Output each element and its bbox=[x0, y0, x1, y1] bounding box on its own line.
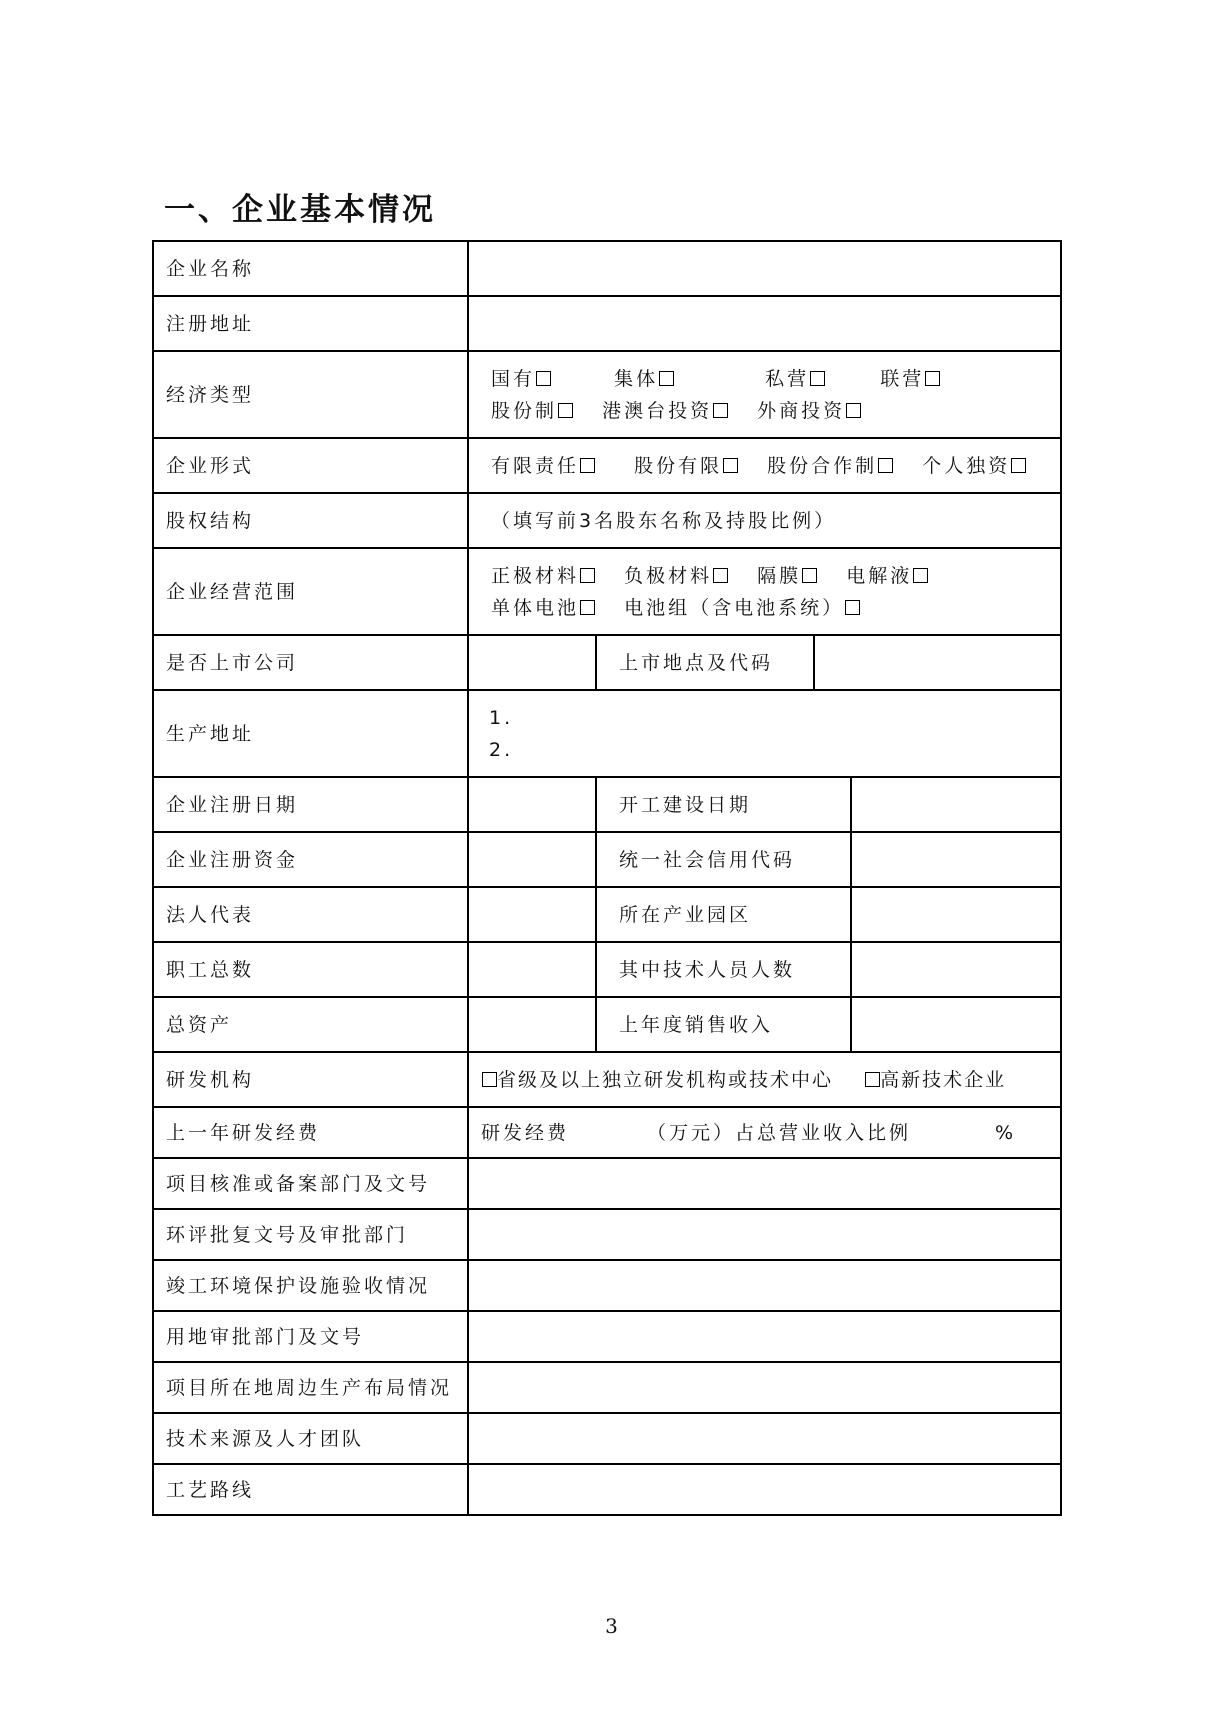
option-cell[interactable]: 单体电池 bbox=[491, 597, 595, 619]
env-acceptance-label: 竣工环境保护设施验收情况 bbox=[153, 1260, 468, 1311]
option-joint[interactable]: 联营 bbox=[880, 368, 940, 390]
project-approval-field[interactable] bbox=[468, 1158, 1061, 1209]
legal-rep-field[interactable] bbox=[468, 887, 596, 942]
option-provincial-rd-center[interactable]: 省级及以上独立研发机构或技术中心 bbox=[481, 1069, 833, 1091]
row-economic-type bbox=[153, 351, 1061, 438]
checkbox-icon[interactable] bbox=[802, 568, 817, 583]
rd-expense-label: 上一年研发经费 bbox=[153, 1107, 468, 1158]
construction-date-field[interactable] bbox=[851, 777, 1061, 832]
last-year-sales-label: 上年度销售收入 bbox=[596, 997, 851, 1052]
row-enterprise-form bbox=[153, 438, 1061, 493]
row-employees bbox=[153, 942, 1061, 997]
enterprise-info-table bbox=[152, 240, 1062, 1516]
option-anode[interactable]: 负极材料 bbox=[624, 565, 728, 587]
row-rd-expense bbox=[153, 1107, 1061, 1158]
row-reg-capital bbox=[153, 832, 1061, 887]
row-process-route bbox=[153, 1464, 1061, 1515]
row-total-assets bbox=[153, 997, 1061, 1052]
option-high-tech-enterprise[interactable]: 高新技术企业 bbox=[864, 1069, 1006, 1091]
checkbox-icon[interactable] bbox=[846, 403, 861, 418]
surrounding-layout-field[interactable] bbox=[468, 1362, 1061, 1413]
reg-capital-field[interactable] bbox=[468, 832, 596, 887]
economic-type-options bbox=[468, 351, 1061, 438]
registered-address-label: 注册地址 bbox=[153, 296, 468, 351]
credit-code-field[interactable] bbox=[851, 832, 1061, 887]
checkbox-icon[interactable] bbox=[659, 371, 674, 386]
business-scope-label: 企业经营范围 bbox=[153, 548, 468, 635]
checkbox-icon[interactable] bbox=[580, 568, 595, 583]
rd-expense-ratio-text: （万元）占总营业收入比例 bbox=[647, 1121, 912, 1144]
checkbox-icon[interactable] bbox=[482, 1072, 497, 1087]
equity-structure-field[interactable]: （填写前3名股东名称及持股比例） bbox=[468, 493, 1061, 548]
process-route-field[interactable] bbox=[468, 1464, 1061, 1515]
row-land-approval bbox=[153, 1311, 1061, 1362]
percent-sign: % bbox=[995, 1121, 1017, 1144]
tech-staff-label: 其中技术人员人数 bbox=[596, 942, 851, 997]
tech-source-field[interactable] bbox=[468, 1413, 1061, 1464]
production-address-field[interactable] bbox=[468, 690, 1061, 777]
enterprise-form-label: 企业形式 bbox=[153, 438, 468, 493]
option-state-owned[interactable]: 国有 bbox=[491, 368, 551, 390]
production-address-line-1: 1. bbox=[489, 706, 514, 729]
checkbox-icon[interactable] bbox=[713, 568, 728, 583]
row-company-name bbox=[153, 241, 1061, 296]
legal-rep-label: 法人代表 bbox=[153, 887, 468, 942]
enterprise-form-options bbox=[468, 438, 1061, 493]
row-reg-date bbox=[153, 777, 1061, 832]
checkbox-icon[interactable] bbox=[723, 458, 738, 473]
reg-date-field[interactable] bbox=[468, 777, 596, 832]
checkbox-icon[interactable] bbox=[536, 371, 551, 386]
checkbox-icon[interactable] bbox=[878, 458, 893, 473]
option-collective[interactable]: 集体 bbox=[614, 368, 674, 390]
listing-location-field[interactable] bbox=[814, 635, 1061, 690]
project-approval-label: 项目核准或备案部门及文号 bbox=[153, 1158, 468, 1209]
section-title: 一、企业基本情况 bbox=[164, 192, 436, 228]
row-listed bbox=[153, 635, 1061, 690]
company-name-field[interactable] bbox=[468, 241, 1061, 296]
row-rd-institution bbox=[153, 1052, 1061, 1107]
reg-capital-label: 企业注册资金 bbox=[153, 832, 468, 887]
option-sole-proprietorship[interactable]: 个人独资 bbox=[922, 455, 1026, 477]
rd-expense-field[interactable] bbox=[468, 1107, 1061, 1158]
row-registered-address bbox=[153, 296, 1061, 351]
row-project-approval bbox=[153, 1158, 1061, 1209]
checkbox-icon[interactable] bbox=[845, 600, 860, 615]
checkbox-icon[interactable] bbox=[713, 403, 728, 418]
option-joint-stock-coop[interactable]: 股份合作制 bbox=[767, 455, 893, 477]
construction-date-label: 开工建设日期 bbox=[596, 777, 851, 832]
row-legal-rep bbox=[153, 887, 1061, 942]
production-address-line-2: 2. bbox=[489, 738, 514, 761]
total-assets-label: 总资产 bbox=[153, 997, 468, 1052]
option-joint-stock[interactable]: 股份制 bbox=[491, 400, 573, 422]
option-private[interactable]: 私营 bbox=[765, 368, 825, 390]
rd-institution-options bbox=[468, 1052, 1061, 1107]
option-cathode[interactable]: 正极材料 bbox=[491, 565, 595, 587]
checkbox-icon[interactable] bbox=[810, 371, 825, 386]
checkbox-icon[interactable] bbox=[865, 1072, 880, 1087]
row-eia-approval bbox=[153, 1209, 1061, 1260]
option-limited-liability[interactable]: 有限责任 bbox=[491, 455, 595, 477]
option-separator[interactable]: 隔膜 bbox=[757, 565, 817, 587]
checkbox-icon[interactable] bbox=[1011, 458, 1026, 473]
option-battery-pack[interactable]: 电池组（含电池系统） bbox=[624, 597, 860, 619]
option-foreign[interactable]: 外商投资 bbox=[757, 400, 861, 422]
land-approval-label: 用地审批部门及文号 bbox=[153, 1311, 468, 1362]
company-name-label: 企业名称 bbox=[153, 241, 468, 296]
industrial-park-field[interactable] bbox=[851, 887, 1061, 942]
business-scope-options bbox=[468, 548, 1061, 635]
row-production-address bbox=[153, 690, 1061, 777]
checkbox-icon[interactable] bbox=[558, 403, 573, 418]
checkbox-icon[interactable] bbox=[913, 568, 928, 583]
reg-date-label: 企业注册日期 bbox=[153, 777, 468, 832]
listed-field[interactable] bbox=[468, 635, 596, 690]
employees-field[interactable] bbox=[468, 942, 596, 997]
economic-type-label: 经济类型 bbox=[153, 351, 468, 438]
employees-label: 职工总数 bbox=[153, 942, 468, 997]
page-number: 3 bbox=[605, 1614, 618, 1638]
eia-approval-field[interactable] bbox=[468, 1209, 1061, 1260]
row-business-scope bbox=[153, 548, 1061, 635]
total-assets-field[interactable] bbox=[468, 997, 596, 1052]
env-acceptance-field[interactable] bbox=[468, 1260, 1061, 1311]
checkbox-icon[interactable] bbox=[580, 600, 595, 615]
tech-staff-field[interactable] bbox=[851, 942, 1061, 997]
checkbox-icon[interactable] bbox=[580, 458, 595, 473]
surrounding-layout-label: 项目所在地周边生产布局情况 bbox=[153, 1362, 468, 1413]
row-equity-structure bbox=[153, 493, 1061, 548]
option-hk-macao-taiwan[interactable]: 港澳台投资 bbox=[602, 400, 728, 422]
rd-institution-label: 研发机构 bbox=[153, 1052, 468, 1107]
last-year-sales-field[interactable] bbox=[851, 997, 1061, 1052]
process-route-label: 工艺路线 bbox=[153, 1464, 468, 1515]
credit-code-label: 统一社会信用代码 bbox=[596, 832, 851, 887]
industrial-park-label: 所在产业园区 bbox=[596, 887, 851, 942]
row-env-acceptance bbox=[153, 1260, 1061, 1311]
checkbox-icon[interactable] bbox=[925, 371, 940, 386]
row-tech-source bbox=[153, 1413, 1061, 1464]
land-approval-field[interactable] bbox=[468, 1311, 1061, 1362]
registered-address-field[interactable] bbox=[468, 296, 1061, 351]
rd-expense-text: 研发经费 bbox=[481, 1121, 570, 1144]
tech-source-label: 技术来源及人才团队 bbox=[153, 1413, 468, 1464]
row-surrounding-layout bbox=[153, 1362, 1061, 1413]
listing-location-label: 上市地点及代码 bbox=[596, 635, 814, 690]
listed-label: 是否上市公司 bbox=[153, 635, 468, 690]
equity-structure-label: 股权结构 bbox=[153, 493, 468, 548]
option-joint-stock-limited[interactable]: 股份有限 bbox=[634, 455, 738, 477]
production-address-label: 生产地址 bbox=[153, 690, 468, 777]
option-electrolyte[interactable]: 电解液 bbox=[846, 565, 928, 587]
eia-approval-label: 环评批复文号及审批部门 bbox=[153, 1209, 468, 1260]
